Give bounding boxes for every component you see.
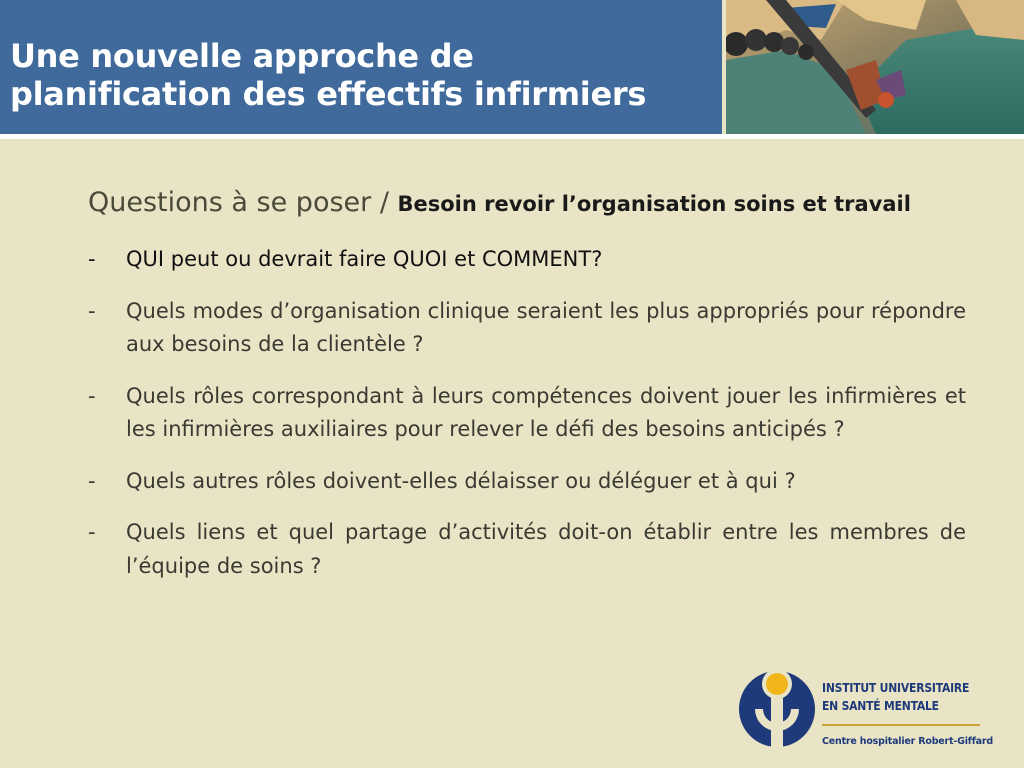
logo-text xyxy=(822,679,992,715)
list-item xyxy=(88,243,966,277)
bullet-dash: - xyxy=(88,383,96,408)
question-list xyxy=(88,243,966,583)
bullet-dash: - xyxy=(88,520,96,544)
logo-line-2: EN SANTÉ MENTALE xyxy=(822,699,939,713)
list-item-text: QUI peut ou devrait faire QUOI et COMMENT? xyxy=(126,247,603,271)
questions-heading xyxy=(88,186,966,223)
list-item-text: Quels liens et quel partage d’activités doit-on établir entre les membres de l’équipe de soins ? xyxy=(126,520,966,578)
content-area xyxy=(88,186,966,601)
painting-image xyxy=(726,0,1024,134)
slide-title xyxy=(10,37,715,113)
list-item xyxy=(88,380,966,447)
list-item-text: Quels rôles correspondant à leurs compétences doivent jouer les infirmières et les infirmières auxiliaires pour relever le défi des besoins anticipés ? xyxy=(126,383,966,441)
painting-artwork xyxy=(726,0,1024,134)
title-line-2: planification des effectifs infirmiers xyxy=(10,75,647,113)
list-item-text: Quels autres rôles doivent-elles délaisser ou déléguer et à qui ? xyxy=(126,468,796,493)
heading-main: Questions à se poser / xyxy=(88,187,398,218)
list-item xyxy=(88,295,966,362)
bullet-dash: - xyxy=(88,247,96,271)
heading-sub: Besoin revoir l’organisation soins et travail xyxy=(397,192,911,216)
list-item-text: Quels modes d’organisation clinique seraient les plus appropriés pour répondre aux besoins de la clientèle ? xyxy=(126,298,966,356)
header-band xyxy=(0,0,722,134)
bullet-dash: - xyxy=(88,468,96,493)
header-divider xyxy=(0,134,1024,139)
logo-line-1: INSTITUT UNIVERSITAIRE xyxy=(822,681,970,695)
list-item xyxy=(88,516,966,583)
bullet-dash: - xyxy=(88,298,96,323)
logo-subtitle: Centre hospitalier Robert-Giffard xyxy=(822,736,993,747)
list-item xyxy=(88,465,966,499)
title-line-1: Une nouvelle approche de xyxy=(10,37,474,75)
logo-divider xyxy=(822,724,980,726)
